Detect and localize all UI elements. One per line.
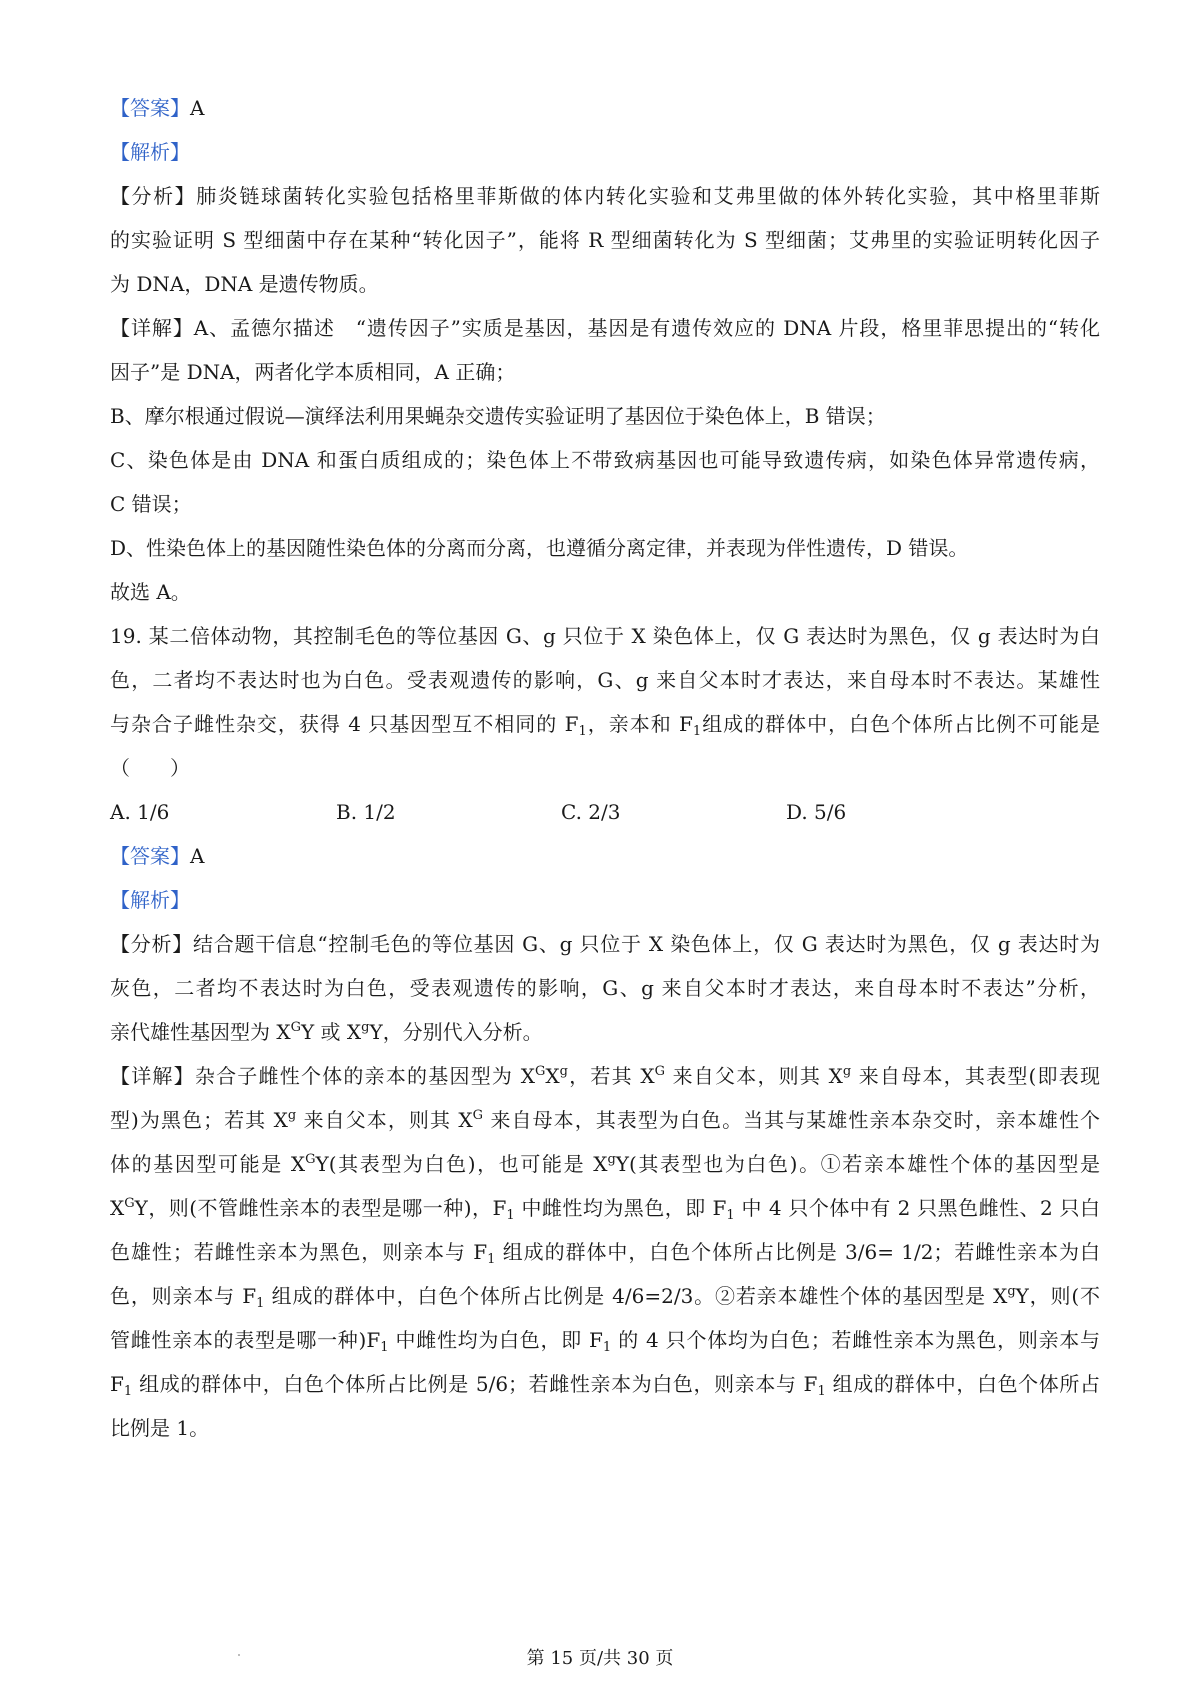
q19-stem-line-1: 19. 某二倍体动物，其控制毛色的等位基因 G、g 只位于 X 染色体上，仅 G 表达时为黑色，仅 g 表达时为白 — [110, 624, 1100, 648]
q19-fenxi-line-1 — [110, 930, 1100, 958]
q19-option-d: D. 5/6 — [786, 800, 847, 824]
q19-detail-line-2: 型)为黑色；若其 $X^g$ 来自父本，则其 $X^G$ 来自母本，其表型为白色。当其与某雄性亲本杂交时，亲本雄性个 — [110, 1108, 1101, 1132]
q19-detail-line-7: 管雌性亲本的表型是哪一种)$F_1$ 中雌性均为白色，即 $F_1$ 的 4 只个体均为白色；若雌性亲本为黑色，则亲本与 — [110, 1328, 1101, 1355]
q19-stem-text-3a: 与杂合子雌性杂交，获得 4 只基因型互不相同的 F — [110, 712, 579, 736]
q19-detail-line-5: 色雄性；若雌性亲本为黑色，则亲本与 $F_1$ 组成的群体中，白色个体所占比例是 3/6= 1/2；若雌性亲本为白 — [110, 1240, 1100, 1267]
decorative-dot — [238, 1654, 240, 1656]
q19-detail-line-3: 体的基因型可能是 $X^GY$(其表型为白色)，也可能是 $X^gY$(其表型也为白色)。①若亲本雄性个体的基因型是 — [110, 1152, 1100, 1176]
detail-tag: 【详解】 — [110, 316, 194, 340]
q19-option-b: B. 1/2 — [336, 800, 396, 824]
q19-answer-line — [110, 842, 1100, 870]
q18-answer: A — [190, 96, 205, 120]
q18-fenxi-line-2: 的实验证明 S 型细菌中存在某种“转化因子”，能将 R 型细菌转化为 S 型细菌；艾弗里的实验证明转化因子 — [110, 228, 1100, 252]
page-footer: 第 15 页/共 30 页 — [526, 1648, 674, 1669]
q19-detail-text-1: 杂合子雌性个体的亲本的基因型为 $X^GX^g$，若其 $X^G$ 来自父本，则其 $X^g$ 来自母本，其表型(即表现 — [194, 1064, 1100, 1088]
q19-option-c: C. 2/3 — [561, 800, 621, 824]
fenxi-tag: 【分析】 — [110, 184, 197, 208]
q19-stem-line-3: 与杂合子雌性杂交，获得 4 只基因型互不相同的 $F_1$，亲本和 $F_1$组成的群体中，白色个体所占比例不可能是 — [110, 712, 1101, 739]
q19-fenxi-line-2: 灰色，二者均不表达时为白色，受表观遗传的影响，G、g 来自父本时才表达，来自母本时不表达”分析， — [110, 976, 1100, 1000]
q18-conclusion: 故选 A。 — [110, 580, 191, 604]
analysis-tag: 【解析】 — [110, 140, 190, 164]
q19-stem-text-3b: ，亲本和 F — [586, 712, 693, 736]
q18-fenxi-line-3: 为 DNA，DNA 是遗传物质。 — [110, 272, 379, 296]
q18-detail-option-b: B、摩尔根通过假说—演绎法利用果蝇杂交遗传实验证明了基因位于染色体上，B 错误； — [110, 404, 886, 428]
q18-detail-text-1: A、孟德尔描述 “遗传因子”实质是基因，基因是有遗传效应的 DNA 片段，格里菲思提出的“转化 — [193, 316, 1101, 340]
q19-detail-line-6: 色，则亲本与 $F_1$ 组成的群体中，白色个体所占比例是 4/6=2/3。②若亲本雄性个体的基因型是 $X^gY$，则(不 — [110, 1284, 1100, 1311]
q19-option-a: A. 1/6 — [110, 800, 170, 824]
q18-detail-option-c-1: C、染色体是由 DNA 和蛋白质组成的；染色体上不带致病基因也可能导致遗传病，如染色体异常遗传病， — [110, 448, 1100, 472]
q19-stem-line-4: （ ） — [110, 756, 190, 780]
q18-detail-option-c-2: C 错误； — [110, 492, 192, 516]
q19-fenxi-line-3: 亲代雄性基因型为 $X^GY$ 或 $X^gY$，分别代入分析。 — [110, 1020, 543, 1044]
fenxi-tag: 【分析】 — [110, 932, 193, 956]
detail-tag: 【详解】 — [110, 1064, 195, 1088]
q19-fenxi-text-1: 结合题干信息“控制毛色的等位基因 G、g 只位于 X 染色体上，仅 G 表达时为黑色，仅 g 表达时为 — [192, 932, 1100, 956]
q19-detail-line-4: $X^GY$，则(不管雌性亲本的表型是哪一种)，$F_1$ 中雌性均为黑色，即 $F_1$ 中 4 只个体中有 2 只黑色雌性、2 只白 — [110, 1196, 1101, 1223]
answer-tag: 【答案】 — [110, 844, 190, 868]
q18-detail-line-1 — [110, 314, 1100, 342]
q18-analysis-tag — [110, 138, 1100, 166]
q18-detail-option-d: D、性染色体上的基因随性染色体的分离而分离，也遵循分离定律，并表现为伴性遗传，D 错误。 — [110, 536, 969, 560]
q19-detail-line-9: 比例是 1。 — [110, 1416, 210, 1440]
answer-tag: 【答案】 — [110, 96, 190, 120]
q18-fenxi-line-1 — [110, 182, 1100, 210]
q19-detail-line-8: $F_1$ 组成的群体中，白色个体所占比例是 5/6；若雌性亲本为白色，则亲本与 $F_1$ 组成的群体中，白色个体所占 — [110, 1372, 1101, 1399]
q19-stem-text-3c: 组成的群体中，白色个体所占比例不可能是 — [701, 712, 1101, 736]
q18-answer-line — [110, 94, 1100, 122]
q18-detail-line-2: 因子”是 DNA，两者化学本质相同，A 正确； — [110, 360, 516, 384]
q19-analysis-tag — [110, 886, 1100, 914]
q19-answer: A — [190, 844, 205, 868]
q18-fenxi-text-1: 肺炎链球菌转化实验包括格里菲斯做的体内转化实验和艾弗里做的体外转化实验，其中格里菲斯 — [196, 184, 1101, 208]
q19-detail-line-1 — [110, 1062, 1100, 1090]
q19-stem-line-2: 色，二者均不表达时也为白色。受表观遗传的影响，G、g 来自父本时才表达，来自母本时不表达。某雄性 — [110, 668, 1100, 692]
analysis-tag: 【解析】 — [110, 888, 190, 912]
